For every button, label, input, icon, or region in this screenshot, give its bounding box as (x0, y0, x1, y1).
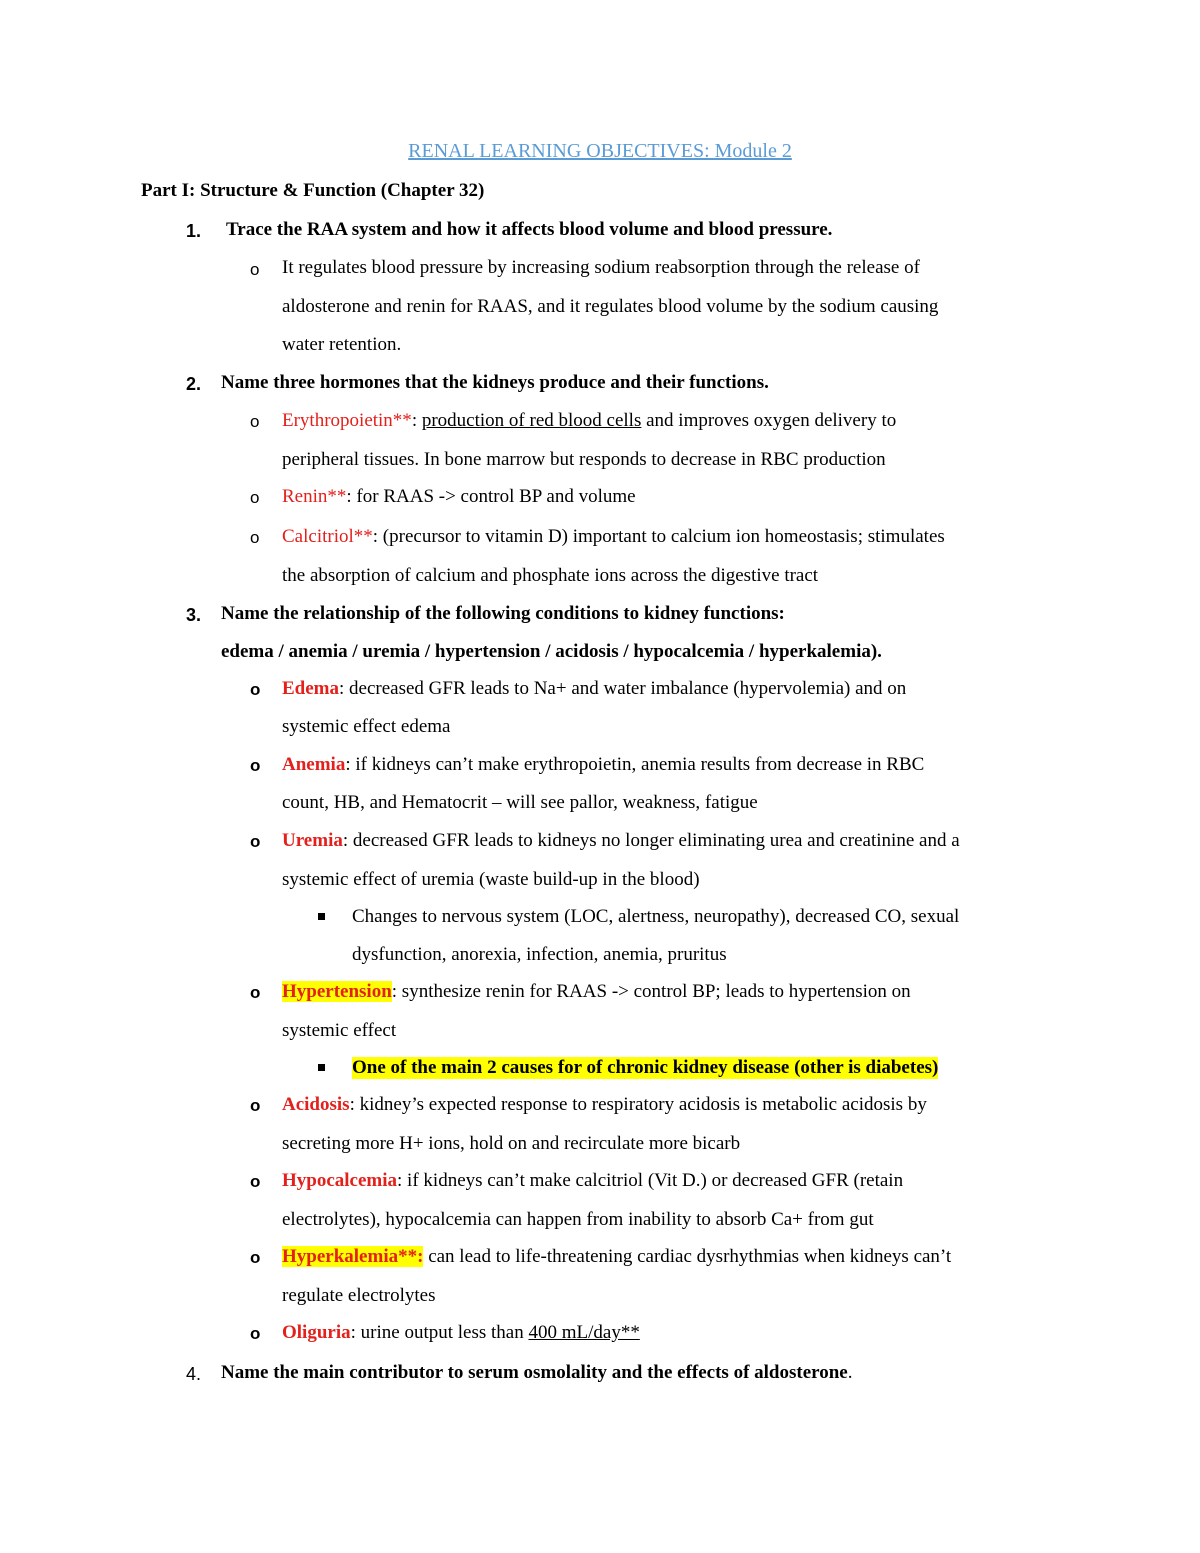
uremia-sub-line-2: dysfunction, anorexia, infection, anemia, pruritus (352, 944, 727, 965)
renin-item (282, 486, 636, 508)
q4-question (221, 1362, 853, 1384)
q1-number: 1. (186, 221, 202, 241)
renin-rest: : for RAAS -> control BP and volume (346, 486, 636, 507)
oliguria-rest: : urine output less than (350, 1322, 529, 1343)
edema-item (282, 678, 906, 700)
document-title: RENAL LEARNING OBJECTIVES: Module 2 (408, 140, 792, 162)
hypertension-term: Hypertension (282, 981, 392, 1002)
acidosis-item (282, 1094, 927, 1116)
uremia-sub-line-1: Changes to nervous system (LOC, alertness, neuropathy), decreased CO, sexual (352, 906, 960, 927)
erythropoietin-colon: : (411, 410, 422, 431)
edema-rest: : decreased GFR leads to Na+ and water imbalance (hypervolemia) and on (339, 678, 907, 699)
calcitriol-item (282, 526, 945, 548)
circle-bullet-icon: o (250, 756, 261, 775)
oliguria-term: Oliguria (282, 1322, 351, 1343)
calcitriol-term: Calcitriol** (282, 526, 373, 547)
erythropoietin-item (282, 410, 896, 432)
hyperkalemia-item (282, 1246, 951, 1268)
circle-bullet-icon: o (250, 412, 260, 431)
erythropoietin-underlined: production of red blood cells (421, 410, 642, 431)
acidosis-term: Acidosis (282, 1094, 350, 1115)
uremia-line-2: systemic effect of uremia (waste build-up in the blood) (282, 869, 700, 890)
edema-term: Edema (282, 678, 339, 699)
hypertension-item (282, 981, 911, 1003)
q2-number: 2. (186, 374, 202, 394)
circle-bullet-icon: o (250, 1248, 261, 1267)
hypertension-line-2: systemic effect (282, 1020, 397, 1041)
oliguria-underlined: 400 mL/day** (528, 1322, 640, 1343)
uremia-item (282, 830, 960, 852)
anemia-term: Anemia (282, 754, 346, 775)
renin-term: Renin** (282, 486, 347, 507)
circle-bullet-icon: o (250, 1324, 261, 1343)
erythropoietin-line-2: peripheral tissues. In bone marrow but responds to decrease in RBC production (282, 449, 886, 470)
hypertension-sub: One of the main 2 causes for of chronic kidney disease (other is diabetes) (352, 1057, 939, 1078)
circle-bullet-icon: o (250, 680, 261, 699)
square-bullet-icon (318, 1064, 325, 1071)
square-bullet-icon (318, 913, 325, 920)
hypocalcemia-term: Hypocalcemia (282, 1170, 398, 1191)
oliguria-item (282, 1322, 640, 1344)
hyperkalemia-term: Hyperkalemia**: (282, 1246, 424, 1267)
anemia-line-2: count, HB, and Hematocrit – will see pallor, weakness, fatigue (282, 792, 758, 813)
q4-period: . (847, 1362, 853, 1383)
edema-line-2: systemic effect edema (282, 716, 451, 737)
erythropoietin-rest: and improves oxygen delivery to (641, 410, 897, 431)
q1-answer-line-3: water retention. (282, 334, 402, 355)
uremia-term: Uremia (282, 830, 343, 851)
q4-number: 4. (186, 1364, 202, 1384)
uremia-rest: : decreased GFR leads to kidneys no longer eliminating urea and creatinine and a (342, 830, 960, 851)
q1-answer-line-2: aldosterone and renin for RAAS, and it regulates blood volume by the sodium causing (282, 296, 939, 317)
acidosis-rest: : kidney’s expected response to respiratory acidosis is metabolic acidosis by (349, 1094, 927, 1115)
q3-question-line-2: edema / anemia / uremia / hypertension / acidosis / hypocalcemia / hyperkalemia). (221, 641, 882, 662)
q1-answer-line-1: It regulates blood pressure by increasing sodium reabsorption through the release of (282, 257, 920, 278)
hypocalcemia-item (282, 1170, 903, 1192)
acidosis-line-2: secreting more H+ ions, hold on and recirculate more bicarb (282, 1133, 741, 1154)
hyperkalemia-rest: can lead to life-threatening cardiac dysrhythmias when kidneys can’t (423, 1246, 952, 1267)
anemia-rest: : if kidneys can’t make erythropoietin, anemia results from decrease in RBC (345, 754, 925, 775)
q3-question-line-1: Name the relationship of the following conditions to kidney functions: (221, 603, 785, 624)
circle-bullet-icon: o (250, 260, 260, 279)
q4-question-text: Name the main contributor to serum osmolality and the effects of aldosterone (221, 1362, 848, 1383)
hypocalcemia-rest: : if kidneys can’t make calcitriol (Vit D.) or decreased GFR (retain (397, 1170, 904, 1191)
hyperkalemia-line-2: regulate electrolytes (282, 1285, 436, 1306)
hypocalcemia-line-2: electrolytes), hypocalcemia can happen from inability to absorb Ca+ from gut (282, 1209, 874, 1230)
calcitriol-rest: : (precursor to vitamin D) important to calcium ion homeostasis; stimulates (372, 526, 945, 547)
circle-bullet-icon: o (250, 832, 261, 851)
erythropoietin-term: Erythropoietin** (282, 410, 412, 431)
circle-bullet-icon: o (250, 1172, 261, 1191)
q2-question: Name three hormones that the kidneys produce and their functions. (221, 372, 769, 393)
circle-bullet-icon: o (250, 488, 260, 507)
circle-bullet-icon: o (250, 1096, 261, 1115)
anemia-item (282, 754, 924, 776)
circle-bullet-icon: o (250, 528, 260, 547)
q1-question: Trace the RAA system and how it affects blood volume and blood pressure. (226, 219, 833, 240)
calcitriol-line-2: the absorption of calcium and phosphate ions across the digestive tract (282, 565, 819, 586)
q3-number: 3. (186, 605, 202, 625)
circle-bullet-icon: o (250, 983, 261, 1002)
part-heading: Part I: Structure & Function (Chapter 32) (141, 180, 485, 201)
hypertension-rest: : synthesize renin for RAAS -> control BP; leads to hypertension on (391, 981, 911, 1002)
